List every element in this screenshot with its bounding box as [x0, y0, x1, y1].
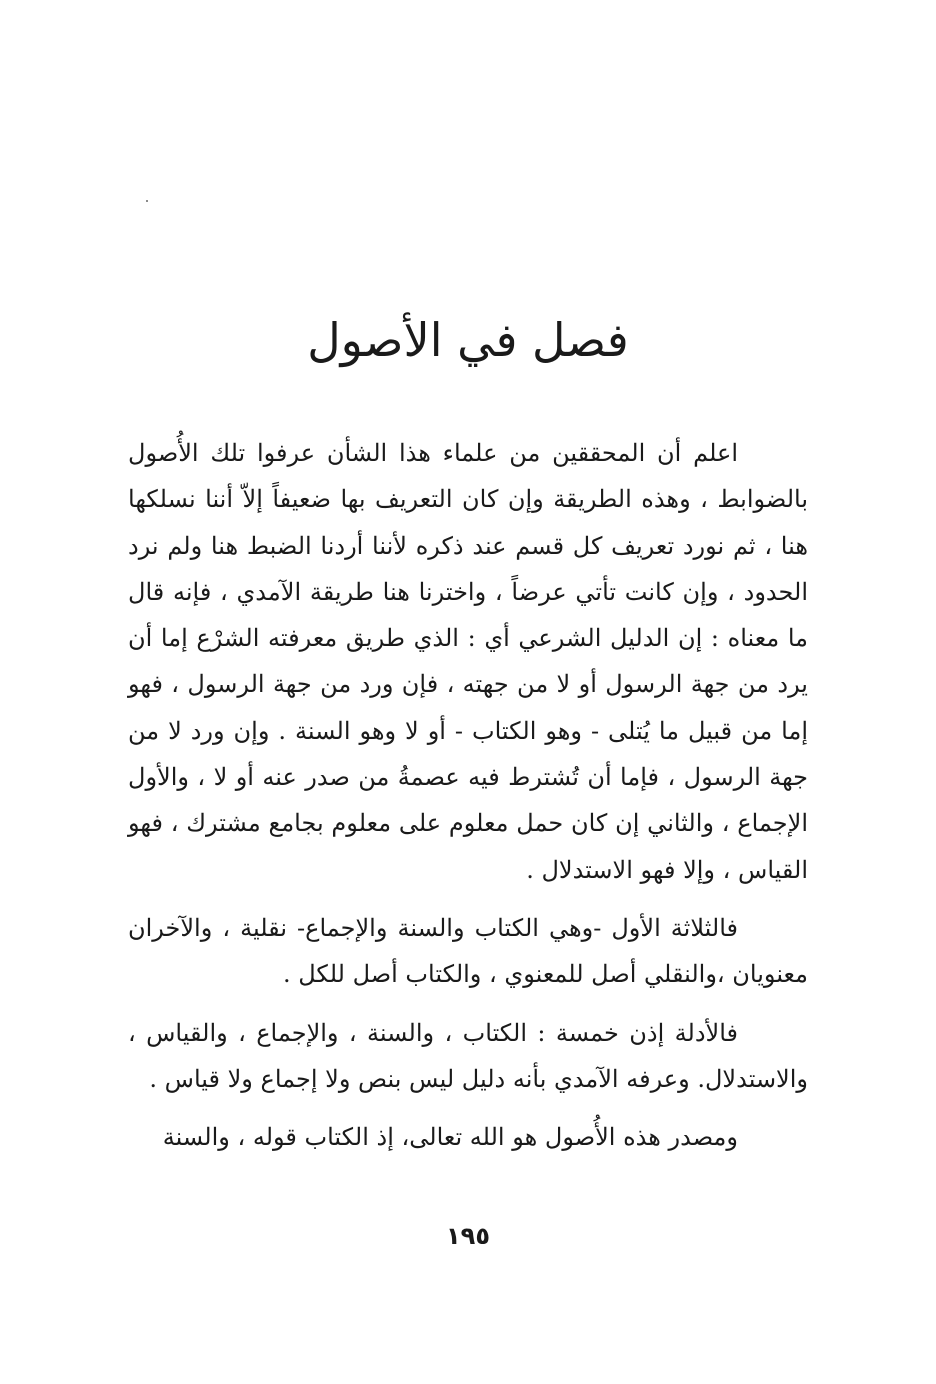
chapter-title: فصل في الأصول	[307, 313, 629, 367]
print-speck	[146, 200, 148, 202]
paragraph-3: فالأدلة إذن خمسة : الكتاب ، والسنة ، والإجماع ، والقياس ، والاستدلال. وعرفه الآمدي بأنه دليل ليس بنص ولا إجماع ولا قياس .	[128, 1018, 808, 1093]
paragraph-2: فالثلاثة الأول -وهي الكتاب والسنة والإجماع- نقلية ، والآخران معنويان ،والنقلي أصل للمعنوي ، والكتاب أصل للكل .	[128, 913, 808, 989]
paragraph-1: اعلم أن المحققين من علماء هذا الشأن عرفوا تلك الأُصول بالضوابط ، وهذه الطريقة وإن كان التعريف بها ضعيفاً إلاّ أننا نسلكها هنا ، ثم نورد تعريف كل قسم عند ذكره لأننا أردنا الضبط هنا ولم نرد الحدود ، وإن كانت تأتي عرضاً ، واخترنا هنا طريقة الآمدي ، فإنه قال ما معناه : إن الدليل الشرعي أي : الذي طريق معرفته الشرْع إما أن يرد من جهة الرسول أو لا من جهته ، فإن ورد من جهة الرسول ، فهو إما من قبيل ما يُتلى - وهو الكتاب - أو لا وهو السنة . وإن ورد لا من جهة الرسول ، فإما أن تُشترط فيه عصمةُ من صدر عنه أو لا ، والأول الإجماع ، والثاني إن كان حمل معلوم على معلوم بجامع مشترك ، فهو القياس ، وإلا فهو الاستدلال .	[128, 439, 808, 884]
paragraph-4: ومصدر هذه الأُصول هو الله تعالى، إذ الكتاب قوله ، والسنة	[162, 1123, 738, 1152]
page-number: ١٩٥	[446, 1222, 490, 1250]
body-text	[128, 430, 808, 1172]
